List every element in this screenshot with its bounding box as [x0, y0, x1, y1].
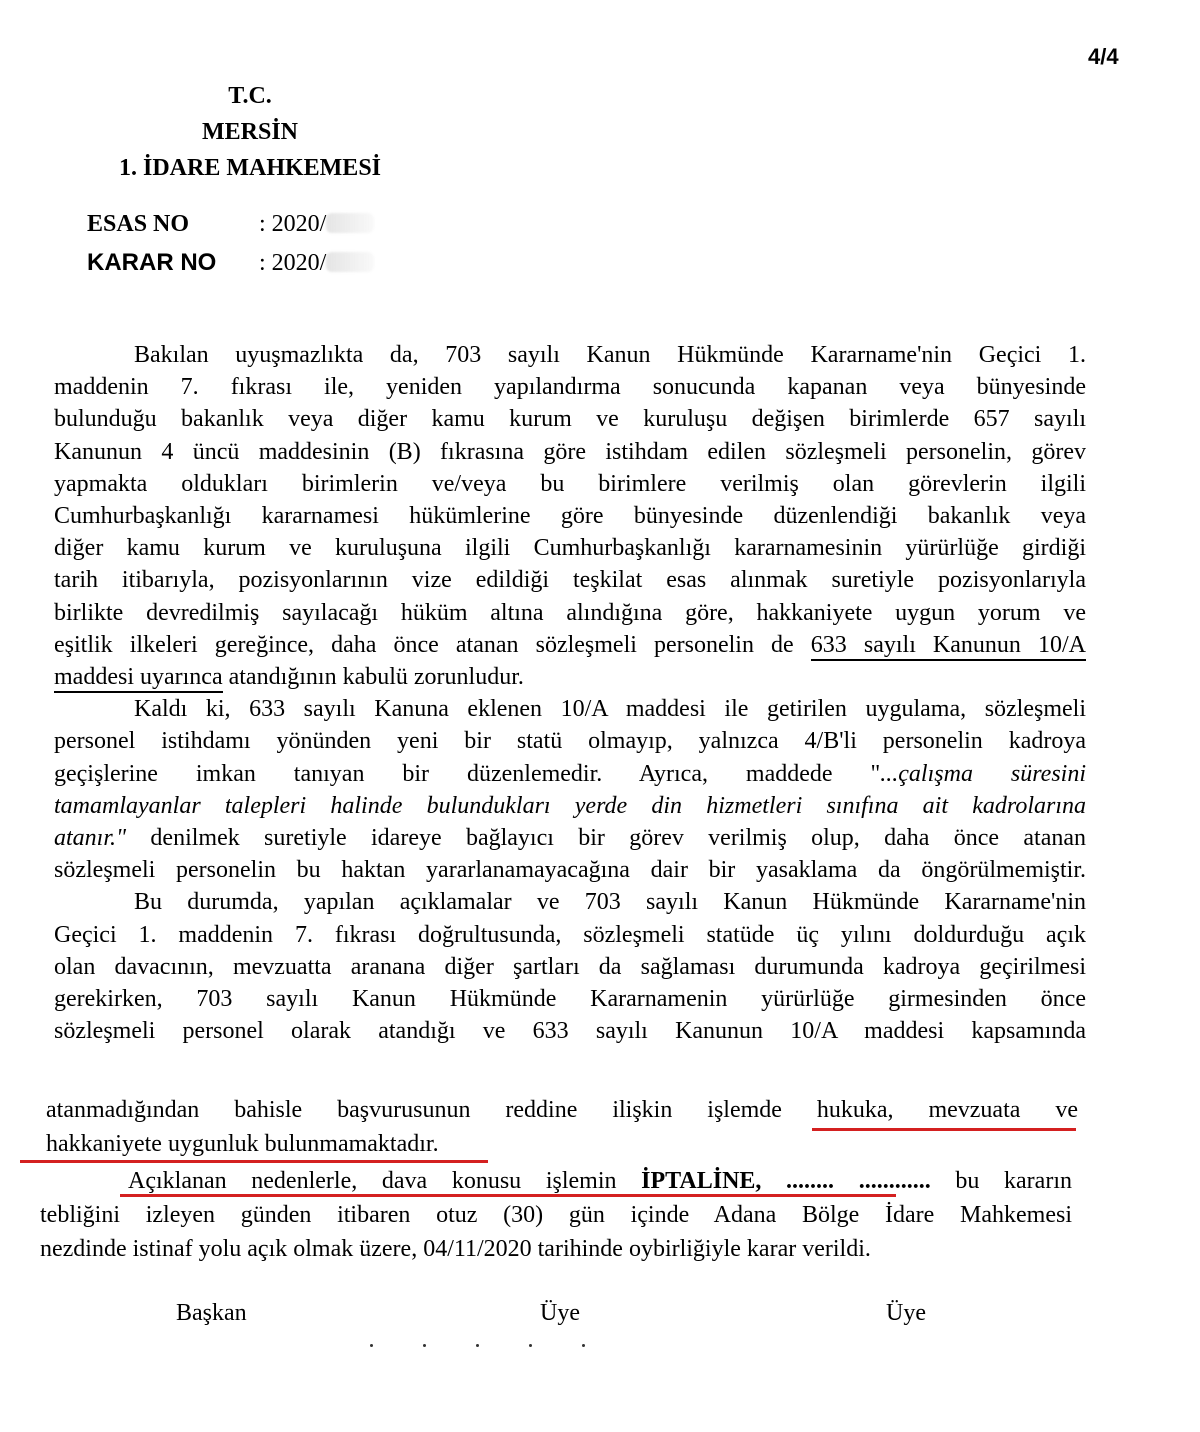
signature-uye-1: Üye	[540, 1300, 580, 1326]
underlined-text: maddesi uyarınca	[54, 664, 223, 693]
signature-uye-2: Üye	[886, 1300, 926, 1326]
text-line: birlikte devredilmiş sayılacağı hüküm altına alındığına göre, hakkaniyete uygun yorum ve	[54, 599, 1086, 626]
text-segment: geçişlerine imkan tanıyan bir düzenlemedir. Ayrıca, maddede "	[54, 760, 881, 787]
text-segment: eşitlik ilkeleri gereğince, daha önce atanan sözleşmeli personelin de	[54, 631, 811, 658]
red-underline	[812, 1128, 1076, 1131]
text-line: yapmakta oldukları birimlerin ve/veya bu birimlere verilmiş olan görevlerin ilgili	[54, 470, 1086, 497]
text-line	[54, 758, 1086, 790]
verdict-bold: İPTALİNE, ........ ............	[641, 1168, 931, 1194]
header-line-city: MERSİN	[201, 119, 298, 145]
text-line: atanmadığından bahisle başvurusunun reddine ilişkin işlemde hukuka, mevzuata ve	[46, 1097, 1078, 1123]
header-line-court: 1. İDARE MAHKEMESİ	[118, 155, 382, 181]
text-line	[40, 1164, 1072, 1198]
red-underline	[120, 1194, 896, 1197]
text-line: nezdinde istinaf yolu açık olmak üzere, 04/11/2020 tarihinde oybirliğiyle karar verildi.	[40, 1236, 871, 1262]
text-line: personel istihdamı yönünden yeni bir statü olmayıp, yalnızca 4/B'li personelin kadroya	[54, 728, 1086, 755]
redaction-mark	[326, 213, 374, 233]
text-line: Bu durumda, yapılan açıklamalar ve 703 sayılı Kanun Hükmünde Kararname'nin	[134, 889, 1086, 916]
karar-no-value: : 2020/	[259, 250, 327, 276]
italic-quote: ...çalışma süresini	[880, 760, 1086, 787]
text-segment: Açıklanan nedenlerle, dava konusu işlemin	[128, 1168, 642, 1194]
italic-quote: atanır."	[54, 825, 127, 852]
text-line: Kaldı ki, 633 sayılı Kanuna eklenen 10/A maddesi ile getirilen uygulama, sözleşmeli	[134, 696, 1086, 723]
underlined-text: 633 sayılı Kanunun 10/A	[811, 632, 1086, 661]
text-line: tarih itibarıyla, pozisyonlarının vize edildiği teşkilat esas alınmak suretiyle pozisyonlarıyla	[54, 567, 1086, 594]
text-line: bulunduğu bakanlık veya diğer kamu kurum ve kuruluşu değişen birimlerde 657 sayılı	[54, 406, 1086, 433]
paragraph-verdict	[40, 1164, 1072, 1266]
text-segment: denilmek suretiyle idareye bağlayıcı bir görev verilmiş olup, daha önce atanan	[126, 825, 1086, 852]
text-segment: bu kararın	[930, 1168, 1072, 1194]
text-line: gerekirken, 703 sayılı Kanun Hükmünde Kararnamenin yürürlüğe girmesinden önce	[54, 986, 1086, 1013]
text-line: Geçici 1. maddenin 7. fıkrası doğrultusunda, sözleşmeli statüde üç yılını doldurduğu açık	[54, 921, 1086, 948]
signature-dots	[370, 1334, 670, 1344]
text-line: tebliğini izleyen günden itibaren otuz (30) gün içinde Adana Bölge İdare Mahkemesi	[40, 1202, 1072, 1228]
red-underline	[20, 1160, 488, 1163]
page-number: 4/4	[1088, 44, 1119, 69]
text-line	[54, 661, 1086, 693]
italic-quote: tamamlayanlar talepleri halinde bulundukları yerde din hizmetleri sınıfına ait kadrolarına	[54, 792, 1086, 819]
text-line: Kanunun 4 üncü maddesinin (B) fıkrasına göre istihdam edilen sözleşmeli personelin, görev	[54, 438, 1086, 465]
text-line: hakkaniyete uygunluk bulunmamaktadır.	[46, 1131, 439, 1157]
text-line: Bakılan uyuşmazlıkta da, 703 sayılı Kanun Hükmünde Kararname'nin Geçici 1.	[134, 342, 1086, 368]
redaction-mark	[326, 252, 374, 272]
paragraph-conclusion	[46, 1093, 1078, 1161]
text-segment: atandığının kabulü zorunludur.	[222, 664, 524, 691]
text-line	[54, 822, 1086, 854]
esas-no-value: : 2020/	[259, 211, 327, 237]
text-line: sözleşmeli personel olarak atandığı ve 633 sayılı Kanunun 10/A maddesi kapsamında	[54, 1018, 1086, 1045]
court-header	[60, 78, 440, 186]
text-line: olan davacının, mevzuatta aranana diğer şartları da sağlaması durumunda kadroya geçirilmesi	[54, 953, 1086, 980]
karar-no-label: KARAR NO	[87, 249, 217, 276]
signature-baskan: Başkan	[176, 1300, 247, 1326]
header-line-tc: T.C.	[228, 83, 272, 109]
text-line: sözleşmeli personelin bu haktan yararlanamayacağına dair bir yasaklama da öngörülmemiştir.	[54, 857, 1086, 884]
main-body	[54, 339, 1086, 1047]
esas-no-row	[87, 211, 374, 238]
text-line: maddenin 7. fıkrası ile, yeniden yapılandırma sonucunda kapanan veya bünyesinde	[54, 374, 1086, 401]
karar-no-row	[87, 249, 374, 277]
text-line: diğer kamu kurum ve kuruluşuna ilgili Cumhurbaşkanlığı kararnamesinin yürürlüğe girdiği	[54, 535, 1086, 562]
esas-no-label: ESAS NO	[87, 211, 190, 237]
text-line	[54, 629, 1086, 661]
text-line: Cumhurbaşkanlığı kararnamesi hükümlerine göre bünyesinde düzenlendiği bakanlık veya	[54, 503, 1086, 530]
